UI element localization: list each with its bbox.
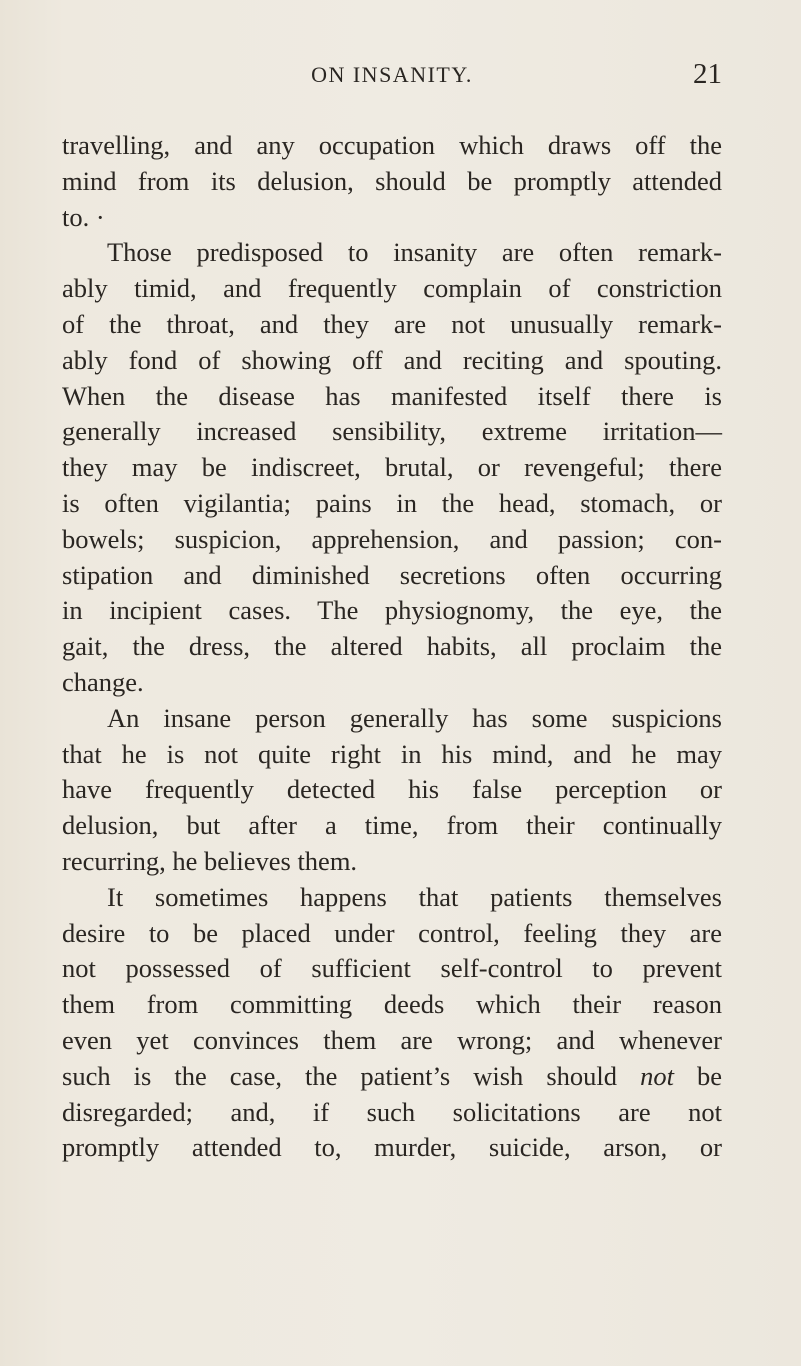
text-line: recurring, he believes them. — [62, 845, 358, 876]
text-line: ably timid, and frequently complain of constriction — [62, 273, 722, 304]
text-line: that he is not quite right in his mind, and he may — [62, 738, 722, 769]
paragraph-4 — [62, 880, 722, 1166]
text-line: is often vigilantia; pains in the head, stomach, or — [62, 487, 722, 518]
text-segment: be — [673, 1060, 723, 1091]
text-line-with-emphasis — [62, 1059, 722, 1095]
text-line: travelling, and any occupation which draws off the — [62, 130, 722, 160]
text-line: them from committing deeds which their reason — [62, 989, 722, 1020]
italic-word: not — [640, 1060, 674, 1091]
text-line: not possessed of sufficient self-control to prevent — [62, 953, 722, 984]
body-text — [62, 128, 722, 1166]
running-head — [62, 58, 722, 94]
text-line: delusion, but after a time, from their continually — [62, 810, 722, 841]
text-line: change. — [62, 666, 144, 697]
paragraph-1 — [62, 128, 722, 235]
text-line: It sometimes happens that patients themselves — [107, 881, 722, 912]
text-line: in incipient cases. The physiognomy, the eye, the — [62, 595, 722, 626]
text-line: When the disease has manifested itself there is — [62, 380, 722, 411]
text-line: mind from its delusion, should be promptly attended — [62, 165, 722, 196]
running-title: ON INSANITY. — [311, 62, 473, 87]
paragraph-3 — [62, 701, 722, 880]
text-line: desire to be placed under control, feeling they are — [62, 917, 722, 948]
text-line: bowels; suspicion, apprehension, and passion; con- — [62, 523, 722, 554]
text-line: disregarded; and, if such solicitations are not — [62, 1096, 722, 1127]
text-line: promptly attended to, murder, suicide, arson, or — [62, 1132, 722, 1163]
text-line: generally increased sensibility, extreme irritation— — [62, 416, 722, 447]
paragraph-2 — [62, 235, 722, 700]
text-line: Those predisposed to insanity are often remark- — [107, 237, 722, 268]
text-line: they may be indiscreet, brutal, or revengeful; there — [62, 452, 722, 483]
text-line: even yet convinces them are wrong; and whenever — [62, 1024, 722, 1055]
text-line: to. · — [62, 201, 105, 232]
text-line: have frequently detected his false perception or — [62, 774, 722, 805]
text-line: stipation and diminished secretions often occurring — [62, 559, 722, 590]
text-line: of the throat, and they are not unusually remark- — [62, 308, 722, 339]
text-segment: such is the case, the patient’s wish should — [62, 1060, 641, 1091]
text-line: ably fond of showing off and reciting and spouting. — [62, 344, 722, 375]
text-line: gait, the dress, the altered habits, all proclaim the — [62, 631, 722, 662]
text-line: An insane person generally has some suspicions — [107, 702, 722, 733]
page-number: 21 — [693, 58, 722, 90]
